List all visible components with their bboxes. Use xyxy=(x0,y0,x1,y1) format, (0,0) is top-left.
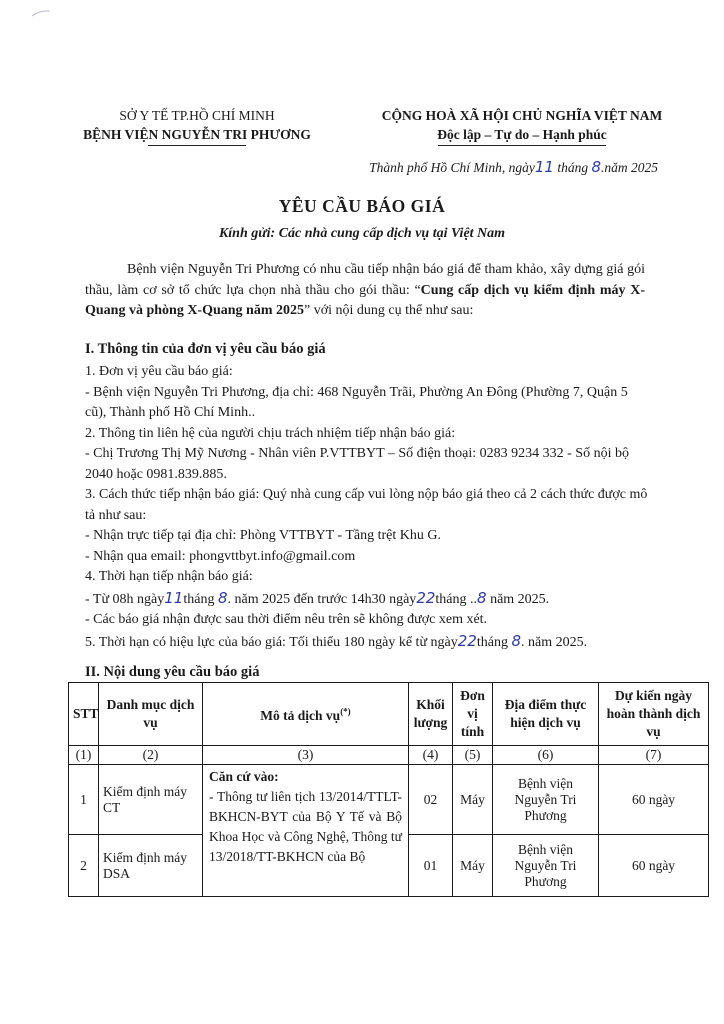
column-number: (5) xyxy=(453,746,493,765)
national-motto: Độc lập – Tự do – Hạnh phúc xyxy=(437,127,607,142)
item-4-note: - Các báo giá nhận được sau thời điểm nêu trên sẽ không được xem xét. xyxy=(85,612,488,627)
item-5-month-handwritten: 8 xyxy=(511,631,521,650)
row-location: Bệnh viện Nguyễn Tri Phương xyxy=(493,765,599,835)
row-service: Kiểm định máy DSA xyxy=(99,835,203,897)
column-header-location: Địa điểm thực hiện dịch vụ xyxy=(493,683,599,746)
item-4-from-month-word: tháng xyxy=(183,591,215,607)
row-location: Bệnh viện Nguyễn Tri Phương xyxy=(493,835,599,897)
item-4-period xyxy=(85,588,650,611)
dateline-prefix: Thành phố Hồ Chí Minh, ngày xyxy=(369,160,535,175)
item-4-from-prefix: - Từ 08h ngày xyxy=(85,591,165,607)
item-4-from-month-handwritten: 8 xyxy=(217,588,228,607)
column-number: (2) xyxy=(99,746,203,765)
intro-paragraph xyxy=(85,260,645,322)
column-header-description xyxy=(203,683,409,746)
item-3-direct: - Nhận trực tiếp tại địa chỉ: Phòng VTTBYT - Tầng trệt Khu G. xyxy=(85,528,441,543)
column-header-unit: Đơn vị tính xyxy=(453,683,493,746)
row-quantity: 02 xyxy=(409,765,453,835)
item-2-detail: - Chị Trương Thị Mỹ Nương - Nhân viên P.VTTBYT – Số điện thoại: 0283 9234 332 - Số nội bộ 2040 hoặc 0981.839.885. xyxy=(85,446,629,482)
nation-name: CỘNG HOÀ XÃ HỘI CHỦ NGHĨA VIỆT NAM xyxy=(381,108,663,123)
dateline-month-handwritten: 8 xyxy=(591,158,601,176)
table-row xyxy=(69,765,709,835)
organization-name: BỆNH VIỆN NGUYỄN TRI PHƯƠNG xyxy=(83,127,311,142)
section-1-heading: I. Thông tin của đơn vị yêu cầu báo giá xyxy=(85,341,326,357)
item-4-to-day-handwritten: 22 xyxy=(416,588,436,607)
item-5-day-handwritten: 22 xyxy=(457,631,477,650)
column-header-service: Danh mục dịch vụ xyxy=(99,683,203,746)
row-quantity: 01 xyxy=(409,835,453,897)
column-number: (4) xyxy=(409,746,453,765)
column-number-row xyxy=(69,746,709,765)
item-4-title: 4. Thời hạn tiếp nhận báo giá: xyxy=(85,569,253,584)
dateline-month-word: tháng xyxy=(557,160,589,175)
row-description xyxy=(203,765,409,897)
row-duration: 60 ngày xyxy=(599,835,709,897)
column-number: (6) xyxy=(493,746,599,765)
column-header-stt: STT xyxy=(69,683,99,746)
section-1-list xyxy=(85,362,650,653)
intro-after: ” với nội dung cụ thể như sau: xyxy=(304,303,474,318)
row-duration: 60 ngày xyxy=(599,765,709,835)
item-5-end: . năm 2025. xyxy=(521,634,588,650)
column-header-quantity: Khối lượng xyxy=(409,683,453,746)
item-5-prefix: 5. Thời hạn có hiệu lực của báo giá: Tối thiểu 180 ngày kể từ ngày xyxy=(85,634,458,650)
description-lead: Căn cứ vào: xyxy=(209,769,279,784)
intro-before: Bệnh viện Nguyễn Tri Phương có nhu cầu tiếp nhận báo giá để tham khảo, xây dựng giá gói thầu, làm cơ sở tổ chức lựa chọn nhà thầu cho gói thầu: “ xyxy=(85,262,645,298)
item-3-title: 3. Cách thức tiếp nhận báo giá: Quý nhà cung cấp vui lòng nộp báo giá theo cả 2 cách thức được mô tả như sau: xyxy=(85,487,648,523)
item-4-to-month-handwritten: 8 xyxy=(477,588,487,607)
dateline-day-handwritten: 11 xyxy=(534,158,554,176)
row-unit: Máy xyxy=(453,835,493,897)
header-left-rule xyxy=(148,145,246,146)
dateline xyxy=(369,158,658,176)
section-2-heading: II. Nội dung yêu cầu báo giá xyxy=(85,664,260,680)
document-title: YÊU CẦU BÁO GIÁ xyxy=(278,196,446,216)
row-service: Kiểm định máy CT xyxy=(99,765,203,835)
item-4-from-day-handwritten: 11 xyxy=(164,588,184,607)
dateline-year: .năm 2025 xyxy=(601,160,658,175)
scan-speck-mark xyxy=(30,8,52,18)
item-1-title: 1. Đơn vị yêu cầu báo giá: xyxy=(85,364,233,379)
item-5-month-word: tháng xyxy=(476,634,508,650)
service-table xyxy=(68,682,709,897)
header-right-rule xyxy=(438,145,606,146)
column-header-description-label: Mô tả dịch vụ(*) xyxy=(260,706,351,724)
footnote-marker: (*) xyxy=(340,706,351,717)
description-body: - Thông tư liên tịch 13/2014/TTLT-BKHCN-BYT của Bộ Y Tế và Bộ Khoa Học và Công Nghệ, Thông tư 13/2018/TT-BKHCN của Bộ xyxy=(209,789,402,864)
column-number: (3) xyxy=(203,746,409,765)
header-right xyxy=(352,106,692,146)
item-4-end: năm 2025. xyxy=(486,591,550,607)
header-left xyxy=(72,106,322,146)
column-number: (7) xyxy=(599,746,709,765)
column-number: (1) xyxy=(69,746,99,765)
package-name: Cung cấp dịch vụ kiểm định máy X-Quang và phòng X-Quang năm 2025 xyxy=(85,282,645,318)
row-unit: Máy xyxy=(453,765,493,835)
item-2-title: 2. Thông tin liên hệ của người chịu trách nhiệm tiếp nhận báo giá: xyxy=(85,425,456,441)
item-5-validity xyxy=(85,631,650,654)
item-1-detail: - Bệnh viện Nguyễn Tri Phương, địa chỉ: 468 Nguyễn Trãi, Phường An Đông (Phường 7, Quận 5 cũ), Thành phố Hồ Chí Minh.. xyxy=(85,384,628,420)
table-header-row xyxy=(69,683,709,746)
item-4-to-month-word: tháng .. xyxy=(435,591,478,607)
greeting-line: Kính gửi: Các nhà cung cấp dịch vụ tại Việt Nam xyxy=(218,226,506,241)
row-stt: 2 xyxy=(69,835,99,897)
department-name: SỞ Y TẾ TP.HỒ CHÍ MINH xyxy=(119,108,275,123)
item-4-mid: . năm 2025 đến trước 14h30 ngày xyxy=(227,591,417,607)
column-header-duration: Dự kiến ngày hoàn thành dịch vụ xyxy=(599,683,709,746)
item-3-email: - Nhận qua email: phongvttbyt.info@gmail.com xyxy=(85,548,356,564)
row-stt: 1 xyxy=(69,765,99,835)
